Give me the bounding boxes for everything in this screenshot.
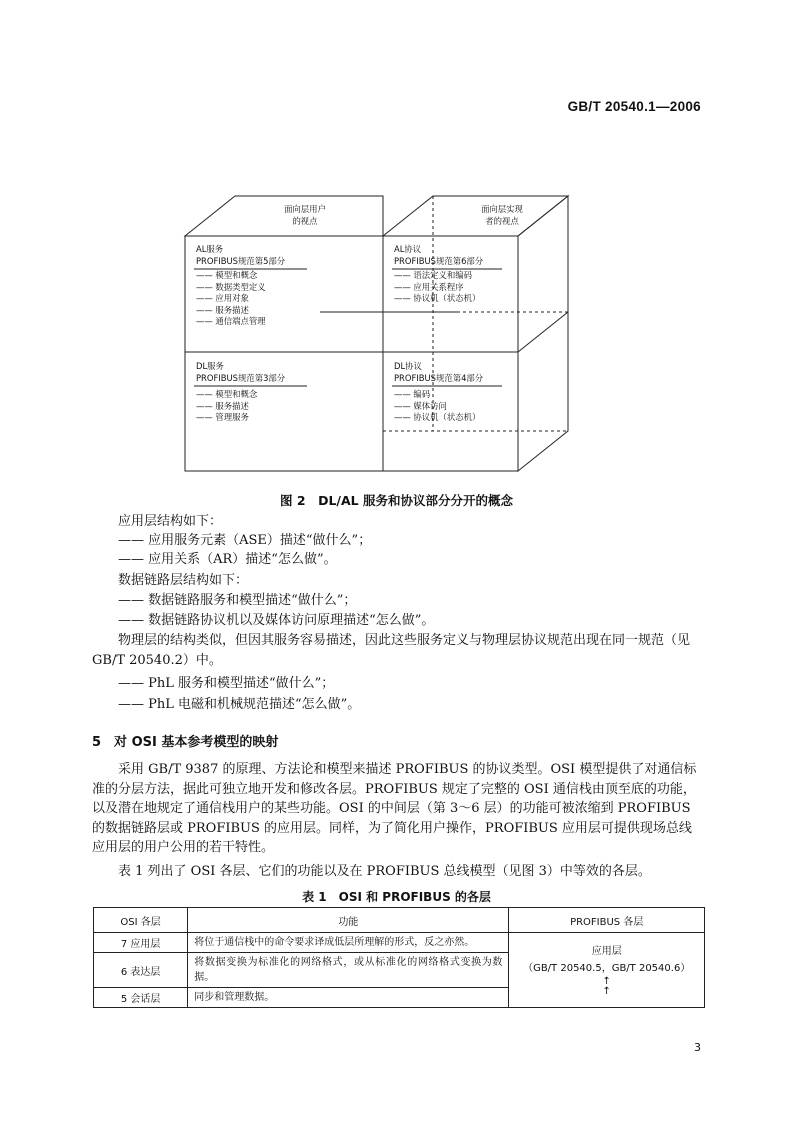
text-line: —— 应用服务元素（ASE）描述“做什么”； [118,533,372,548]
dl-protocol-box [394,360,483,424]
standard-number: GB/T 20540.1—2006 [567,99,701,114]
al-protocol-item: —— 应用关系程序 [394,281,464,292]
al-protocol-ref: PROFIBUS规范第6部分 [394,256,484,266]
table-header-row [94,908,705,933]
text-line: —— 数据链路服务和模型描述“做什么”； [118,593,357,608]
profibus-layer-cell [509,933,705,1008]
implementer-viewpoint-label: 面向层实现 者的视点 [481,204,523,226]
osi-layer-cell: 6 表达层 [94,953,188,988]
right-block-side-divider [518,312,568,352]
dl-service-item: —— 模型和概念 [196,389,258,399]
paragraph-table-intro: 表 1 列出了 OSI 各层、它们的功能以及在 PROFIBUS 总线模型（见图 3）中等效的各层。 [118,864,651,879]
osi-layer-cell: 5 会话层 [94,988,188,1008]
al-protocol-box [394,243,483,305]
page-number: 3 [694,1041,701,1054]
dl-protocol-ref: PROFIBUS规范第4部分 [394,373,484,383]
table-caption: 表 1 OSI 和 PROFIBUS 的各层 [302,890,491,904]
arrow-up-icon: ↑ [602,976,611,987]
function-cell: 同步和管理数据。 [188,988,509,1008]
section-heading: 5 对 OSI 基本参考模型的映射 [92,735,279,750]
al-protocol-title: AL协议 [394,244,422,254]
table-row [94,933,705,953]
dl-protocol-item: —— 协议机（状态机） [394,412,481,422]
al-service-item: —— 服务描述 [196,304,249,315]
profibus-layer-ref: （GB/T 20540.5，GB/T 20540.6） [523,963,691,974]
al-service-item: —— 通信端点管理 [196,316,266,326]
dl-protocol-title: DL协议 [394,361,422,371]
dl-protocol-item: —— 媒体访问 [394,400,447,411]
al-service-ref: PROFIBUS规范第5部分 [196,256,286,266]
osi-profibus-table [93,907,705,1008]
text-line: —— 应用关系（AR）描述“怎么做”。 [118,552,337,567]
figure-caption: 图 2 DL/AL 服务和协议部分分开的概念 [280,493,513,508]
dl-service-item: —— 管理服务 [196,412,249,422]
al-service-item: —— 应用对象 [196,293,249,303]
dl-service-box [196,360,285,424]
text-line: 应用层结构如下： [118,514,223,529]
function-cell: 将位于通信栈中的命令要求译成低层所理解的形式，反之亦然。 [188,933,509,953]
dl-service-item: —— 服务描述 [196,400,249,411]
figure-2 [170,180,620,490]
dl-service-title: DL服务 [196,361,224,371]
paragraph-osi-mapping: 采用 GB/T 9387 的原理、方法论和模型来描述 PROFIBUS 的协议类型。OSI 模型提供了对通信标准的分层方法，据此可独立地开发和修改各层。PROFIBUS 规定了完整的 OSI 通信栈由顶至底的功能，以及潜在地规定了通信栈用户的某些功能。OSI 的中间层（第 3～6 层）的功能可被浓缩到 PROFIBUS 的数据链路层或 PROFIBUS 的应用层。同样，为了简化用户操作，PROFIBUS 应用层可提供现场总线应用层的用户公用的若干特性。 [92,762,697,855]
column-header: OSI 各层 [94,908,188,933]
al-service-box [196,243,285,328]
column-header: 功能 [188,908,509,933]
osi-layer-cell: 7 应用层 [94,933,188,953]
paragraph-physical-layer: 物理层的结构类似，但因其服务容易描述，因此这些服务定义与物理层协议规范出现在同一规范（见 GB/T 20540.2）中。 [92,633,691,668]
al-protocol-item: —— 协议机（状态机） [394,293,481,303]
dl-protocol-item: —— 编码 [394,389,431,399]
profibus-layer-name: 应用层 [591,946,622,957]
text-line: 数据链路层结构如下： [118,573,249,588]
al-service-item: —— 模型和概念 [196,270,258,280]
dl-service-ref: PROFIBUS规范第3部分 [196,373,286,383]
user-viewpoint-label: 面向层用户 的视点 [284,204,326,226]
function-cell: 将数据变换为标准化的网络格式，或从标准化的网络格式变换为数据。 [188,953,509,988]
al-service-title: AL服务 [196,244,224,254]
arrow-up-icon: ↑ [602,986,611,997]
text-line: —— 数据链路协议机以及媒体访问原理描述“怎么做”。 [118,613,435,628]
right-block-side-face [518,196,568,471]
column-header: PROFIBUS 各层 [509,908,705,933]
al-protocol-item: —— 语法定义和编码 [394,270,473,280]
al-service-item: —— 数据类型定义 [196,281,266,292]
text-line: —— PhL 服务和模型描述“做什么”； [118,676,335,691]
text-line: —— PhL 电磁和机械规范描述“怎么做”。 [118,697,361,712]
